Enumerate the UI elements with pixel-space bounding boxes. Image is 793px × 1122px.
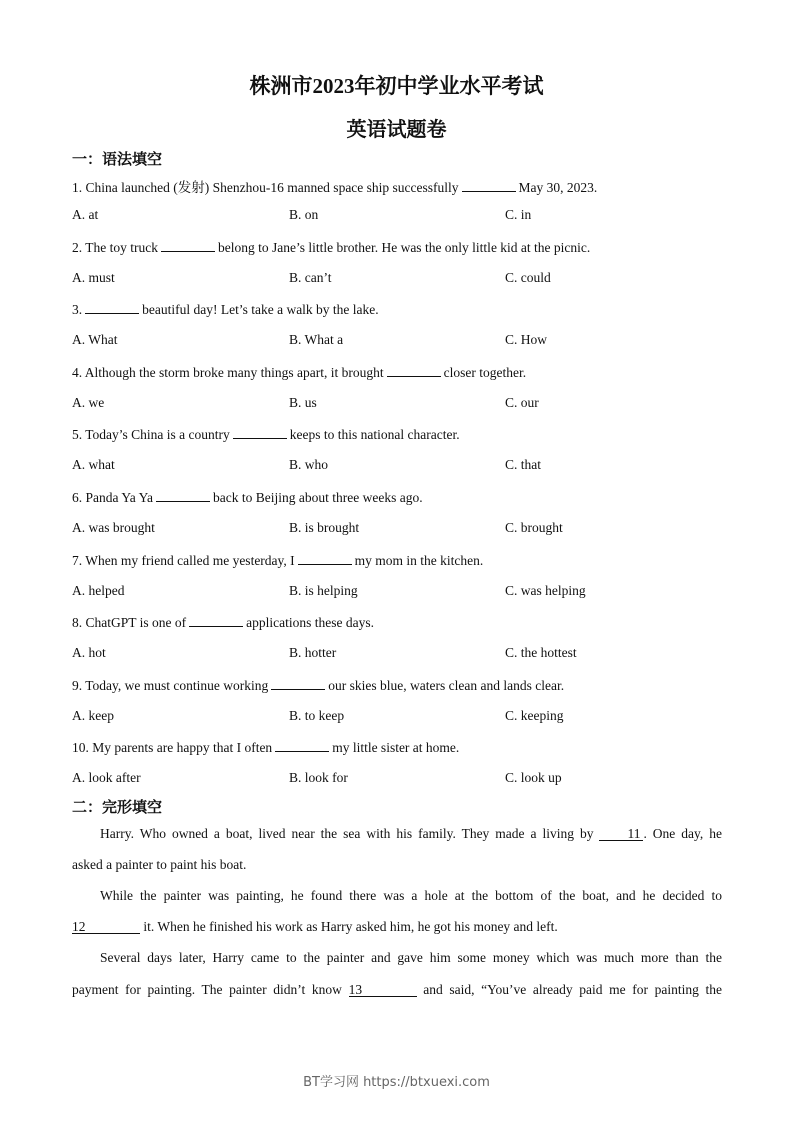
option-b[interactable]: B. is brought (289, 520, 360, 535)
section-heading-cloze: 二：完形填空 (72, 798, 163, 816)
question-1: 1. China launched (发射) Shenzhou-16 manned space ship successfully May 30, 2023. (72, 180, 598, 195)
question-10: 10. My parents are happy that I often my little sister at home. (72, 740, 460, 756)
answer-blank[interactable] (387, 364, 441, 377)
option-a[interactable]: A. helped (72, 582, 125, 598)
question-2: 2. The toy truck belong to Jane’s little brother. He was the only little kid at the picnic. (72, 239, 591, 255)
option-c[interactable]: C. was helping (505, 582, 586, 598)
cloze-paragraph-1-line-1: Harry. Who owned a boat, lived near the sea with his family. They made a living by 11 . One day, he (100, 826, 722, 841)
question-6: 6. Panda Ya Ya back to Beijing about three weeks ago. (72, 490, 423, 505)
option-c[interactable]: C. look up (505, 770, 562, 786)
question-3: 3. beautiful day! Let’s take a walk by the lake. (72, 302, 379, 318)
answer-blank[interactable] (298, 552, 352, 565)
option-a[interactable]: A. what (72, 457, 115, 473)
option-c[interactable]: C. the hottest (505, 645, 577, 661)
option-c[interactable]: C. that (505, 457, 541, 473)
answer-blank[interactable] (156, 489, 210, 502)
option-a[interactable]: A. What (72, 332, 118, 348)
exam-title: 株洲市2023年初中学业水平考试 (249, 74, 544, 98)
answer-blank[interactable] (275, 739, 329, 752)
cloze-paragraph-2-line-1: While the painter was painting, he found there was a hole at the bottom of the boat, and he decided to (100, 888, 722, 903)
cloze-paragraph-2-line-2: 12 it. When he finished his work as Harry asked him, he got his money and left. (72, 919, 558, 934)
answer-blank[interactable] (189, 614, 243, 627)
blank-11[interactable]: 11 (599, 827, 643, 841)
section-heading-grammar: 一：语法填空 (72, 150, 163, 168)
option-c[interactable]: C. our (505, 394, 539, 410)
answer-blank[interactable] (462, 179, 516, 192)
option-c[interactable]: C. could (505, 269, 551, 285)
question-7: 7. When my friend called me yesterday, I my mom in the kitchen. (72, 552, 484, 568)
question-8: 8. ChatGPT is one of applications these days. (72, 615, 374, 631)
option-c[interactable]: C. brought (505, 520, 563, 535)
option-a[interactable]: A. was brought (72, 520, 155, 535)
option-a[interactable]: A. must (72, 269, 115, 285)
option-c[interactable]: C. keeping (505, 707, 564, 723)
option-b[interactable]: B. look for (289, 770, 348, 786)
option-b[interactable]: B. can’t (289, 269, 332, 285)
cloze-paragraph-1-line-2: asked a painter to paint his boat. (72, 857, 247, 872)
option-c[interactable]: C. in (505, 207, 532, 222)
answer-blank[interactable] (233, 426, 287, 439)
cloze-paragraph-3-line-1: Several days later, Harry came to the painter and gave him some money which was much more than the (100, 950, 722, 965)
option-a[interactable]: A. at (72, 207, 99, 222)
option-b[interactable]: B. is helping (289, 582, 358, 598)
option-b[interactable]: B. us (289, 394, 317, 410)
watermark: BT学习网 https://btxuexi.com (303, 1075, 490, 1090)
option-b[interactable]: B. What a (289, 332, 344, 348)
answer-blank[interactable] (161, 239, 215, 252)
option-a[interactable]: A. hot (72, 645, 106, 661)
option-b[interactable]: B. who (289, 457, 329, 473)
question-9: 9. Today, we must continue working our skies blue, waters clean and lands clear. (72, 677, 565, 693)
exam-subtitle: 英语试题卷 (346, 119, 447, 141)
blank-13[interactable]: 13 (349, 983, 417, 997)
question-4: 4. Although the storm broke many things apart, it brought closer together. (72, 364, 527, 380)
answer-blank[interactable] (85, 301, 139, 314)
option-a[interactable]: A. look after (72, 770, 141, 786)
option-b[interactable]: B. on (289, 207, 319, 222)
option-b[interactable]: B. to keep (289, 707, 345, 723)
question-5: 5. Today’s China is a country keeps to this national character. (72, 427, 460, 443)
option-a[interactable]: A. keep (72, 707, 114, 723)
option-c[interactable]: C. How (505, 332, 548, 348)
cloze-paragraph-3-line-2: payment for painting. The painter didn’t know 13 and said, “You’ve already paid me for painting the (72, 982, 722, 997)
option-a[interactable]: A. we (72, 394, 105, 410)
answer-blank[interactable] (271, 677, 325, 690)
blank-12[interactable]: 12 (72, 920, 140, 934)
option-b[interactable]: B. hotter (289, 645, 337, 661)
